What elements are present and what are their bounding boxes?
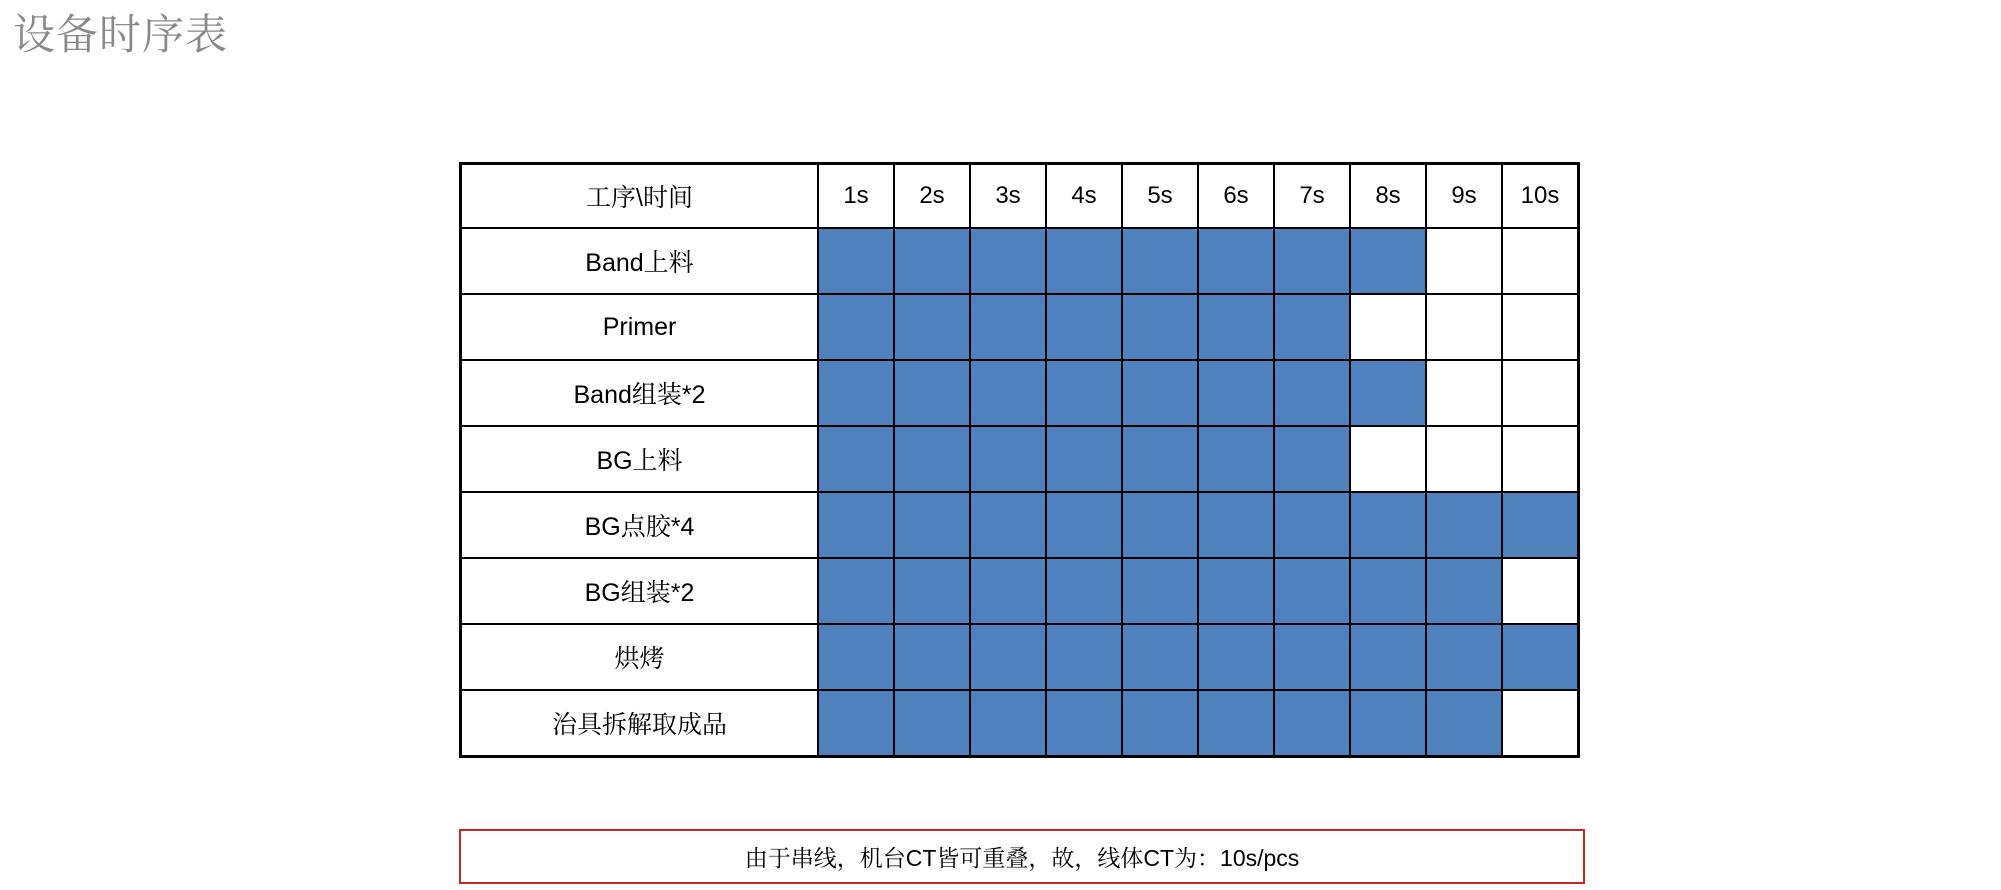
gantt-cell-filled (1274, 624, 1350, 690)
gantt-cell-filled (1274, 558, 1350, 624)
time-header-cell: 6s (1198, 164, 1274, 229)
gantt-cell-empty (1502, 690, 1579, 757)
table-row (461, 492, 1579, 558)
gantt-cell-filled (894, 360, 970, 426)
gantt-cell-filled (970, 294, 1046, 360)
time-header-cell: 10s (1502, 164, 1579, 229)
timing-table-container (459, 162, 1580, 758)
process-label: BG上料 (461, 426, 819, 492)
gantt-cell-filled (1046, 624, 1122, 690)
gantt-cell-filled (1426, 690, 1502, 757)
gantt-cell-filled (818, 690, 894, 757)
gantt-cell-filled (1198, 360, 1274, 426)
gantt-cell-filled (1046, 360, 1122, 426)
gantt-cell-filled (1274, 360, 1350, 426)
gantt-cell-filled (1350, 558, 1426, 624)
process-label: 烘烤 (461, 624, 819, 690)
gantt-cell-filled (818, 228, 894, 294)
gantt-cell-filled (1198, 624, 1274, 690)
gantt-cell-filled (970, 228, 1046, 294)
gantt-cell-empty (1502, 360, 1579, 426)
process-label: BG点胶*4 (461, 492, 819, 558)
table-row (461, 690, 1579, 757)
gantt-cell-filled (1046, 228, 1122, 294)
gantt-cell-filled (1122, 492, 1198, 558)
gantt-cell-filled (894, 294, 970, 360)
gantt-cell-filled (1274, 690, 1350, 757)
gantt-cell-filled (970, 690, 1046, 757)
gantt-cell-filled (1122, 624, 1198, 690)
table-row (461, 624, 1579, 690)
gantt-cell-filled (894, 426, 970, 492)
gantt-cell-filled (1274, 426, 1350, 492)
note-box (459, 829, 1585, 884)
gantt-cell-filled (818, 426, 894, 492)
time-header-cell: 9s (1426, 164, 1502, 229)
gantt-cell-empty (1426, 426, 1502, 492)
time-header-cell: 3s (970, 164, 1046, 229)
gantt-cell-filled (970, 426, 1046, 492)
table-row (461, 558, 1579, 624)
gantt-cell-filled (894, 492, 970, 558)
gantt-cell-empty (1502, 558, 1579, 624)
gantt-cell-filled (818, 360, 894, 426)
gantt-cell-filled (1350, 690, 1426, 757)
gantt-cell-filled (1502, 492, 1579, 558)
corner-header: 工序\时间 (461, 164, 819, 229)
gantt-cell-empty (1426, 228, 1502, 294)
time-header-cell: 4s (1046, 164, 1122, 229)
gantt-cell-filled (1122, 426, 1198, 492)
gantt-cell-filled (1198, 294, 1274, 360)
time-header-cell: 7s (1274, 164, 1350, 229)
gantt-cell-filled (894, 624, 970, 690)
process-label: Band上料 (461, 228, 819, 294)
gantt-cell-filled (1198, 690, 1274, 757)
gantt-cell-filled (894, 558, 970, 624)
gantt-cell-empty (1502, 426, 1579, 492)
gantt-cell-filled (894, 228, 970, 294)
gantt-cell-filled (1122, 558, 1198, 624)
table-row (461, 426, 1579, 492)
gantt-body (461, 228, 1579, 757)
gantt-cell-filled (1426, 558, 1502, 624)
gantt-cell-empty (1502, 294, 1579, 360)
gantt-cell-filled (1350, 492, 1426, 558)
gantt-cell-filled (1046, 558, 1122, 624)
gantt-cell-filled (1274, 228, 1350, 294)
table-row (461, 294, 1579, 360)
note-text: 由于串线，机台CT皆可重叠，故，线体CT为：10s/pcs (744, 845, 1300, 871)
process-label: BG组装*2 (461, 558, 819, 624)
gantt-cell-filled (970, 360, 1046, 426)
gantt-cell-filled (818, 624, 894, 690)
gantt-cell-filled (1198, 492, 1274, 558)
gantt-cell-filled (1122, 294, 1198, 360)
time-header-cell: 8s (1350, 164, 1426, 229)
gantt-cell-filled (894, 690, 970, 757)
process-label: Primer (461, 294, 819, 360)
table-row (461, 228, 1579, 294)
gantt-cell-filled (1502, 624, 1579, 690)
gantt-cell-filled (1274, 492, 1350, 558)
time-header-cell: 1s (818, 164, 894, 229)
gantt-cell-filled (970, 624, 1046, 690)
page-title: 设备时序表 (13, 11, 229, 58)
gantt-cell-empty (1426, 294, 1502, 360)
gantt-cell-filled (1198, 558, 1274, 624)
table-row (461, 360, 1579, 426)
gantt-cell-filled (1350, 360, 1426, 426)
gantt-cell-filled (1426, 492, 1502, 558)
gantt-cell-filled (818, 294, 894, 360)
gantt-cell-filled (1046, 492, 1122, 558)
gantt-cell-filled (1350, 228, 1426, 294)
gantt-cell-empty (1502, 228, 1579, 294)
gantt-cell-filled (1046, 690, 1122, 757)
gantt-cell-filled (1046, 426, 1122, 492)
gantt-cell-filled (818, 558, 894, 624)
gantt-cell-filled (1122, 228, 1198, 294)
gantt-cell-filled (1122, 360, 1198, 426)
gantt-cell-filled (1426, 624, 1502, 690)
gantt-cell-empty (1426, 360, 1502, 426)
gantt-cell-filled (1122, 690, 1198, 757)
gantt-cell-filled (970, 558, 1046, 624)
gantt-cell-filled (1350, 624, 1426, 690)
gantt-cell-filled (1198, 228, 1274, 294)
gantt-cell-filled (1274, 294, 1350, 360)
gantt-cell-empty (1350, 426, 1426, 492)
process-label: 治具拆解取成品 (461, 690, 819, 757)
time-header-cell: 5s (1122, 164, 1198, 229)
gantt-cell-empty (1350, 294, 1426, 360)
process-label: Band组装*2 (461, 360, 819, 426)
gantt-cell-filled (1046, 294, 1122, 360)
timing-table (459, 162, 1580, 758)
gantt-cell-filled (818, 492, 894, 558)
header-row (461, 164, 1579, 229)
gantt-cell-filled (1198, 426, 1274, 492)
time-header-cell: 2s (894, 164, 970, 229)
gantt-cell-filled (970, 492, 1046, 558)
